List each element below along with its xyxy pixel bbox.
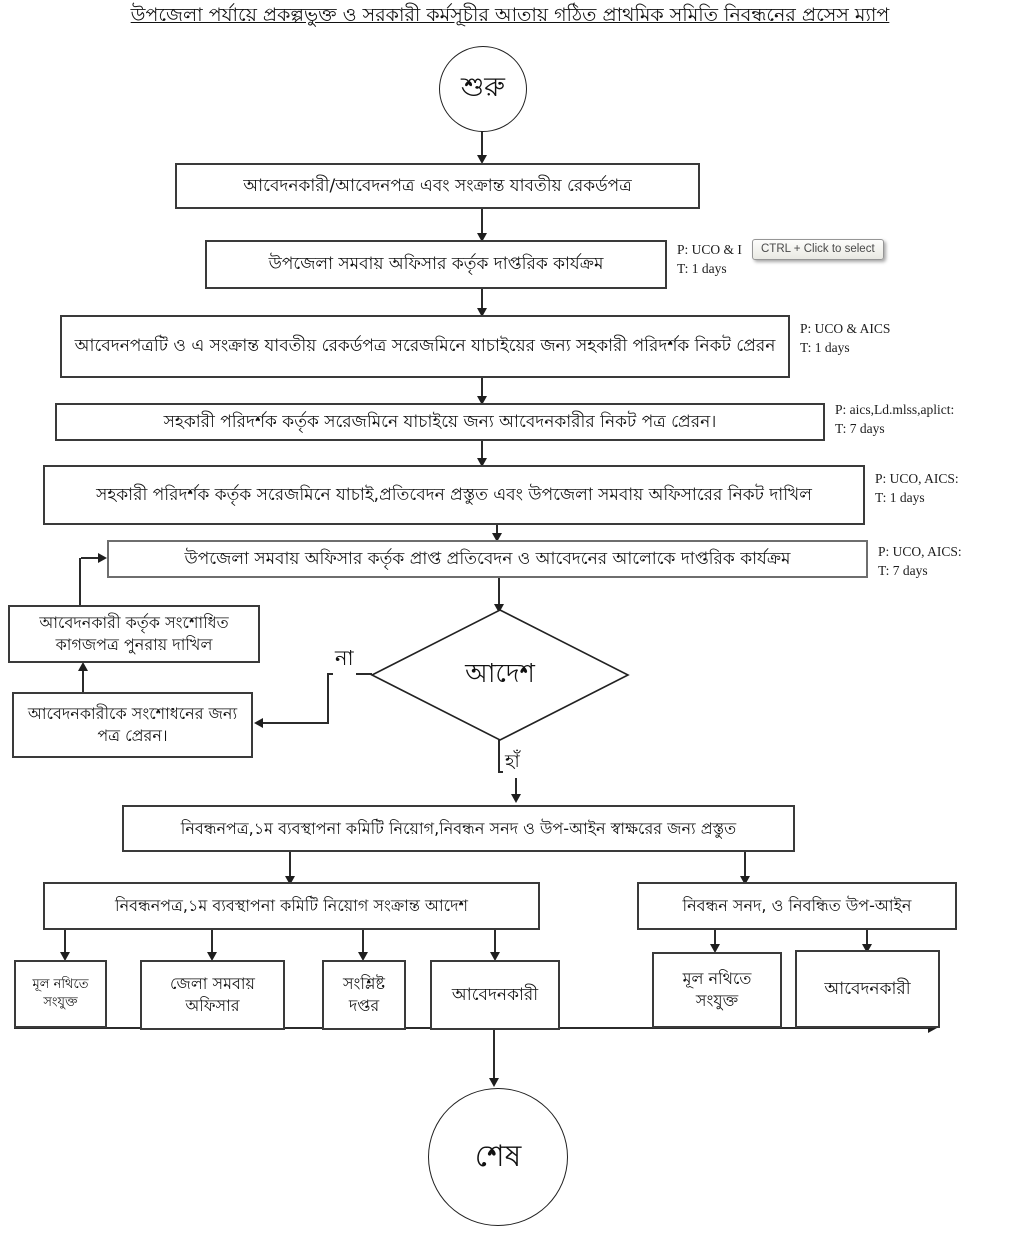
attach-main-file-2-label: মূল নথিতে সংযুক্ত bbox=[682, 969, 752, 1010]
connector-cert-applicant2 bbox=[866, 930, 868, 945]
dest-box-district-officer[interactable] bbox=[140, 960, 285, 1030]
annotation-4-time: T: 1 days bbox=[875, 490, 925, 505]
annotation-3-person: P: aics,Ld.mlss,aplict: bbox=[835, 402, 955, 417]
start-label: শুরু bbox=[461, 71, 505, 103]
resubmit-label: আবেদনকারী কর্তৃক সংশোধিত কাগজপত্র পুনরায় দাখিল bbox=[39, 613, 229, 654]
no-branch-label: না bbox=[333, 642, 356, 677]
arrowhead-no-correction bbox=[254, 718, 263, 728]
arrowhead-resubmit-review bbox=[98, 553, 107, 563]
process-box-prepare-sign[interactable] bbox=[122, 805, 795, 852]
connector-letter-verify bbox=[481, 441, 483, 459]
process-box-resubmit[interactable] bbox=[8, 605, 260, 663]
annotation-2-time: T: 1 days bbox=[800, 340, 850, 355]
connector-order-file1 bbox=[64, 930, 66, 953]
annotation-3-time: T: 7 days bbox=[835, 421, 885, 436]
connector-start-records bbox=[481, 131, 483, 156]
connector-correction-resubmit bbox=[82, 670, 84, 693]
related-office-label: সংশ্লিষ্ট দপ্তর bbox=[342, 974, 386, 1015]
process-box-correction-letter[interactable] bbox=[12, 692, 253, 758]
process-box-committee-order[interactable] bbox=[43, 882, 540, 930]
connector-no-h2 bbox=[262, 722, 329, 724]
committee-order-label: নিবন্ধনপত্র,১ম ব্যবস্থাপনা কমিটি নিয়োগ সংক্রান্ত আদেশ bbox=[115, 896, 468, 916]
dest-box-applicant-2[interactable] bbox=[795, 950, 940, 1028]
connector-order-district bbox=[211, 930, 213, 953]
end-terminal[interactable] bbox=[428, 1088, 568, 1226]
connector-order-office bbox=[362, 930, 364, 953]
ctrl-click-tooltip-text: CTRL + Click to select bbox=[761, 243, 875, 255]
letter-to-applicant-label: সহকারী পরিদর্শক কর্তৃক সরেজমিনে যাচাইয়ে জন্য আবেদনকারীর নিকট পত্র প্রেরন। bbox=[163, 411, 717, 432]
process-box-send-to-inspector[interactable] bbox=[60, 315, 790, 378]
prepare-sign-label: নিবন্ধনপত্র,১ম ব্যবস্থাপনা কমিটি নিয়োগ,নিবন্ধন সনদ ও উপ-আইন স্বাক্ষরের জন্য প্রস্তুত bbox=[180, 818, 737, 838]
connector-prepare-certificate bbox=[744, 852, 746, 877]
connector-records-uco bbox=[481, 209, 483, 234]
send-to-inspector-label: আবেদনপত্রটি ও এ সংক্রান্ত যাবতীয় রেকর্ডপত্র সরেজমিনে যাচাইয়ের জন্য সহকারী পরিদর্শক নিকট প্রেরন bbox=[74, 336, 776, 357]
ctrl-click-tooltip bbox=[752, 239, 884, 260]
connector-inspector-letter bbox=[481, 378, 483, 397]
decision-label: আদেশ bbox=[465, 659, 535, 689]
annotation-1-person: P: UCO & I bbox=[677, 242, 742, 257]
page-title: উপজেলা পর্যায়ে প্রকল্পভুক্ত ও সরকারী কর্মসূচীর আতায় গঠিত প্রাথমিক সমিতি নিবন্ধনের প্রসেস ম্যাপ bbox=[130, 4, 890, 26]
process-box-records[interactable] bbox=[175, 163, 700, 209]
annotation-4-person: P: UCO, AICS: bbox=[875, 471, 959, 486]
verify-report-label: সহকারী পরিদর্শক কর্তৃক সরেজমিনে যাচাই,প্রতিবেদন প্রস্তুত এবং উপজেলা সমবায় অফিসারের নিকট দাখিল bbox=[96, 484, 812, 505]
yes-branch-label: হাঁ bbox=[503, 747, 522, 778]
decision-diamond-order[interactable] bbox=[370, 608, 630, 742]
uco-action-label: উপজেলা সমবায় অফিসার কর্তৃক দাপ্তরিক কার্যক্রম bbox=[268, 254, 604, 275]
connector-no-v bbox=[327, 673, 329, 724]
connector-prepare-order bbox=[289, 852, 291, 877]
annotation-5-person: P: UCO, AICS: bbox=[878, 544, 962, 559]
certificate-bylaws-label: নিবন্ধন সনদ, ও নিবন্ধিত উপ-আইন bbox=[682, 896, 912, 916]
dest-box-related-office[interactable] bbox=[322, 960, 406, 1030]
annotation-1-time: T: 1 days bbox=[677, 261, 727, 276]
connector-cert-file2 bbox=[714, 930, 716, 945]
arrowhead-correction-resubmit bbox=[78, 662, 88, 671]
connector-to-end bbox=[493, 1029, 495, 1078]
dest-box-attach-main-file-2[interactable] bbox=[652, 952, 782, 1028]
end-label: শেষ bbox=[474, 1138, 522, 1174]
records-label: আবেদনকারী/আবেদনপত্র এবং সংক্রান্ত যাবতীয় রেকর্ডপত্র bbox=[243, 175, 632, 196]
connector-uco-inspector bbox=[481, 289, 483, 309]
process-box-verify-report[interactable] bbox=[43, 465, 865, 525]
arrowhead-to-end bbox=[489, 1078, 499, 1087]
district-officer-label: জেলা সমবায় অফিসার bbox=[170, 974, 255, 1015]
process-box-certificate-bylaws[interactable] bbox=[637, 882, 957, 930]
dest-box-attach-main-file-1[interactable] bbox=[14, 960, 107, 1028]
connector-order-applicant1 bbox=[494, 930, 496, 953]
connector-resubmit-up bbox=[79, 558, 81, 606]
connector-yes-v1 bbox=[498, 740, 500, 773]
uco-review-label: উপজেলা সমবায় অফিসার কর্তৃক প্রাপ্ত প্রতিবেদন ও আবেদনের আলোকে দাপ্তরিক কার্যক্রম bbox=[184, 548, 791, 569]
annotation-2-person: P: UCO & AICS bbox=[800, 321, 891, 336]
dest-box-applicant-1[interactable] bbox=[430, 960, 560, 1030]
applicant-2-label: আবেদনকারী bbox=[824, 978, 911, 999]
correction-letter-label: আবেদনকারীকে সংশোধনের জন্য পত্র প্রেরন। bbox=[27, 704, 238, 745]
process-box-letter-to-applicant[interactable] bbox=[55, 403, 825, 441]
applicant-1-label: আবেদনকারী bbox=[451, 984, 539, 1005]
process-box-uco-action[interactable] bbox=[205, 240, 667, 289]
annotation-5-time: T: 7 days bbox=[878, 563, 928, 578]
connector-resubmit-right bbox=[81, 557, 99, 559]
arrowhead-yes-prepare bbox=[511, 794, 521, 803]
process-box-uco-review[interactable] bbox=[107, 540, 868, 578]
attach-main-file-1-label: মূল নথিতে সংযুক্ত bbox=[32, 977, 89, 1010]
start-terminal[interactable] bbox=[439, 46, 527, 132]
connector-review-decision bbox=[498, 578, 500, 605]
